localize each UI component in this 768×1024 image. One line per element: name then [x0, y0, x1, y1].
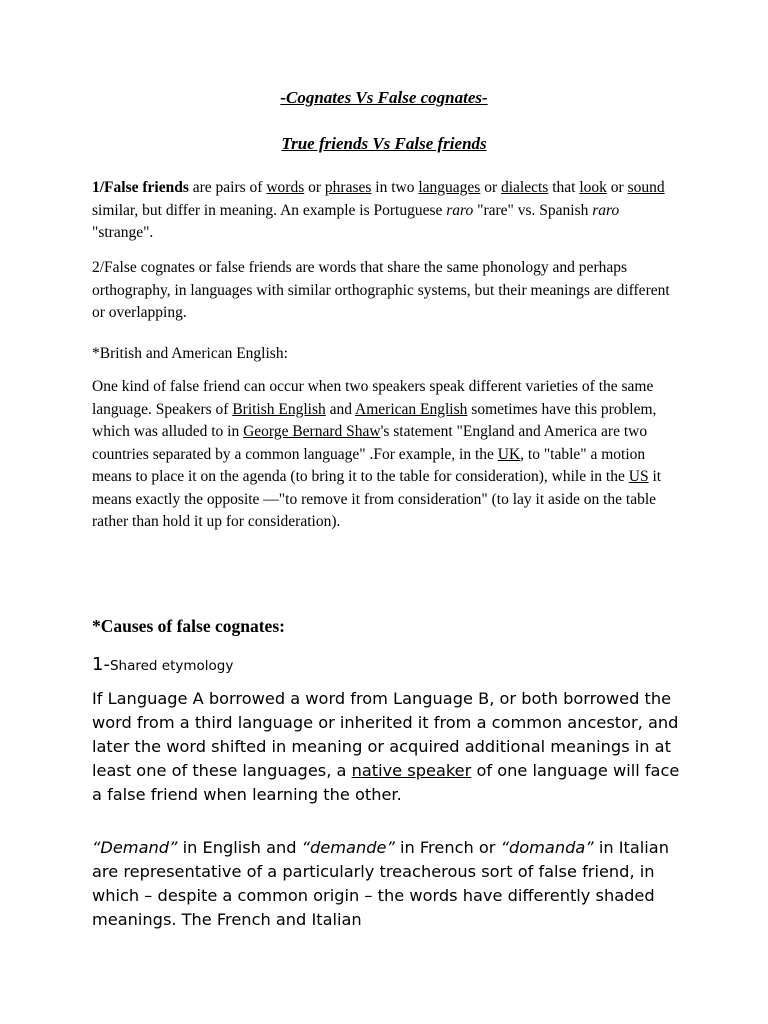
- text: it means exactly the opposite —"to remove it from consideration" (to lay it aside on the table rather than hold it up for consideration).: [92, 468, 662, 530]
- text: "rare" vs. Spanish: [473, 201, 593, 219]
- link-phrases[interactable]: phrases: [324, 179, 372, 196]
- example-word: “Demand”: [92, 838, 178, 857]
- text: that: [548, 179, 580, 196]
- link-look[interactable]: look: [579, 179, 607, 196]
- text: in French or: [394, 838, 501, 857]
- text: sometimes have this problem, which was alluded to in: [92, 400, 657, 440]
- cause-item-heading: [92, 654, 233, 675]
- link-uk[interactable]: UK: [497, 445, 521, 463]
- text: and: [325, 400, 356, 418]
- text: in Italian are representative of a particularly treacherous sort of false friend, in which – despite a common origin – the words have differently shaded meanings. The French and Italian: [92, 838, 669, 929]
- text: or: [606, 179, 628, 196]
- text: in two: [371, 179, 419, 196]
- link-british-english[interactable]: British English: [232, 400, 326, 418]
- link-american-english[interactable]: American English: [355, 400, 468, 418]
- text: If Language A borrowed a word from Language B, or both borrowed the word from a third language or inherited it from a common ancestor, and later the word shifted in meaning or acquired additional meanings in at least one of these languages, a: [92, 689, 679, 780]
- term-false-friends: 1/False friends: [92, 179, 189, 196]
- paragraph-demand-example: [92, 836, 692, 932]
- link-george-bernard-shaw[interactable]: George Bernard Shaw: [243, 423, 381, 440]
- link-dialects[interactable]: dialects: [501, 179, 549, 196]
- link-us[interactable]: US: [628, 468, 649, 485]
- paragraph-shared-etymology: [92, 687, 692, 807]
- paragraph-false-friends-definition: [92, 177, 677, 245]
- link-languages[interactable]: languages: [418, 179, 481, 196]
- text: 's statement "England and America are two countries separated by a common language" .For example, in the: [92, 423, 648, 463]
- example-word: raro: [446, 201, 474, 219]
- text: , to "table" a motion means to place it on the agenda (to bring it to the table for consideration), while in the: [92, 445, 646, 485]
- text: similar, but differ in meaning. An example is Portuguese: [92, 201, 447, 219]
- text: or: [480, 179, 501, 196]
- example-word: raro: [592, 201, 620, 219]
- example-word: “demande”: [301, 838, 395, 857]
- text: in English and: [177, 838, 302, 857]
- text: One kind of false friend can occur when two speakers speak different varieties of the same language. Speakers of: [92, 378, 654, 418]
- link-native-speaker[interactable]: native speaker: [351, 761, 472, 780]
- link-words[interactable]: words: [266, 179, 305, 196]
- paragraph-false-cognates-definition: 2/False cognates or false friends are words that share the same phonology and perhaps orthography, in languages with similar orthographic systems, but their meanings are different or overlapping.: [92, 259, 670, 321]
- cause-number: 1-: [92, 654, 110, 675]
- text: "strange".: [92, 224, 154, 241]
- section-label-british-american: *British and American English:: [92, 345, 288, 362]
- link-sound[interactable]: sound: [627, 179, 665, 196]
- paragraph-british-american: [92, 376, 677, 534]
- text: of one language will face a false friend when learning the other.: [92, 761, 680, 804]
- example-word: “domanda”: [500, 838, 594, 857]
- document-subtitle: True friends Vs False friends: [281, 134, 487, 153]
- cause-label: Shared etymology: [109, 658, 234, 674]
- document-title: -Cognates Vs False cognates-: [280, 88, 488, 107]
- text: are pairs of: [188, 179, 267, 196]
- text: or: [304, 179, 325, 196]
- section-heading-causes: *Causes of false cognates:: [92, 616, 285, 636]
